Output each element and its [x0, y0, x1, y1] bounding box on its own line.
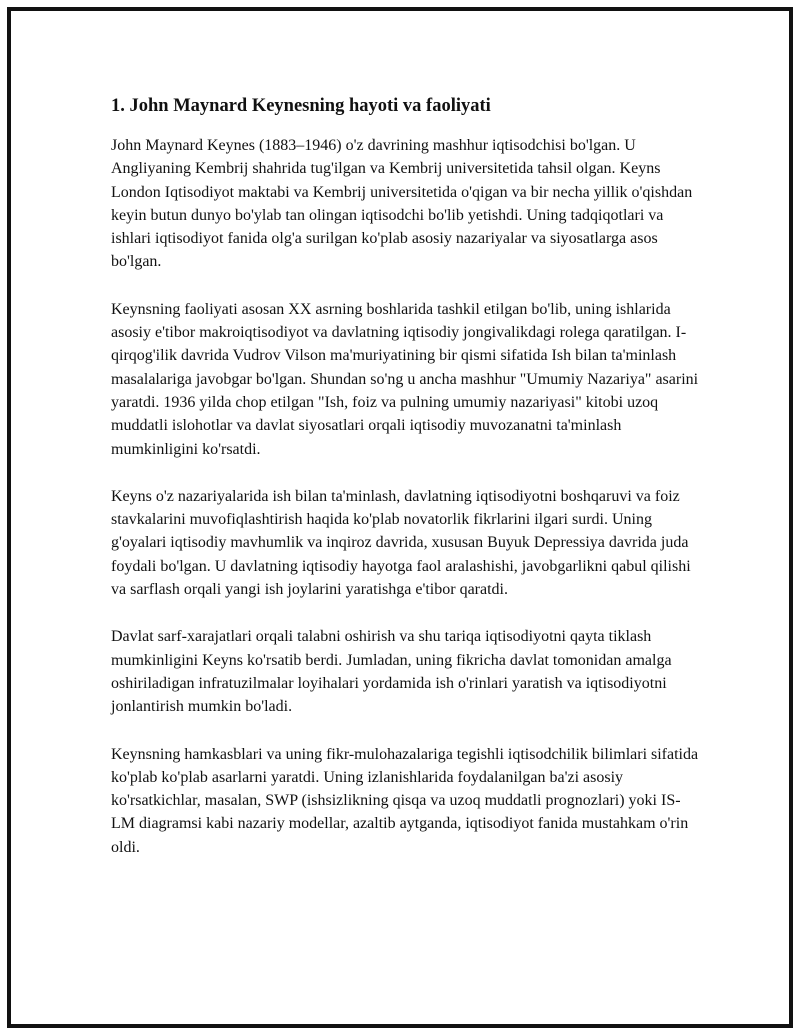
paragraph-5: Keynsning hamkasblari va uning fikr-mulohazalariga tegishli iqtisodchilik bilimlari sifatida ko'plab ko'plab asarlarni yaratdi. Uning izlanishlarida foydalanilgan ba'zi asosiy ko'rsatkichlar, masalan, SWP (ishsizlikning qisqa va uzoq muddatli prognozlari) yoki IS-LM diagramsi kabi nazariy modellar, azaltib aytganda, iqtisodiyot fanida mustahkam o'rin oldi.: [111, 745, 699, 856]
section-heading: 1. John Maynard Keynesning hayoti va faoliyati: [111, 96, 491, 116]
paragraph-2: Keynsning faoliyati asosan XX asrning boshlarida tashkil etilgan bo'lib, uning ishlarida asosiy e'tibor makroiqtisodiyot va davlatning iqtisodiy jongivalikdagi rolega qaratilgan. I-qirqog'ilik davrida Vudrov Vilson ma'muriyatining bir qismi sifatida Ish bilan ta'minlash masalalariga javobgar bo'lgan. Shundan so'ng u ancha mashhur "Umumiy Nazariya" asarini yaratdi. 1936 yilda chop etilgan "Ish, foiz va pulning umumiy nazariyasi" kitobi uzoq muddatli islohotlar va davlat siyosatlari orqali iqtisodiy muvozanatni ta'minlash mumkinligini ko'rsatdi.: [111, 300, 699, 458]
paragraph-4: Davlat sarf-xarajatlari orqali talabni oshirish va shu tariqa iqtisodiyotni qayta tiklash mumkinligini Keyns ko'rsatib berdi. Jumladan, uning fikricha davlat tomonidan amalga oshiriladigan infratuzilmalar loyihalari yordamida ish o'rinlari yaratish va iqtisodiyotni jonlantirish mumkin bo'ladi.: [111, 628, 672, 716]
paragraph-3: Keyns o'z nazariyalarida ish bilan ta'minlash, davlatning iqtisodiyotni boshqaruvi va foiz stavkalarini muvofiqlashtirish haqida ko'plab novatorlik fikrlarini ilgari surdi. Uning g'oyalari iqtisodiy mavhumlik va inqiroz davrida, xususan Buyuk Depressiya davrida juda foydali bo'lgan. U davlatning iqtisodiy hayotga faol aralashishi, javobgarlikni qabul qilishi va sarflash orqali yangi ish joylarini yaratishga e'tibor qaratdi.: [111, 487, 691, 599]
document-body: [111, 92, 701, 883]
paragraph-1: John Maynard Keynes (1883–1946) o'z davrining mashhur iqtisodchisi bo'lgan. U Angliyaning Kembrij shahrida tug'ilgan va Kembrij universitetida tahsil olgan. Keyns London Iqtisodiyot maktabi va Kembrij universitetida o'qigan va bir necha yillik o'qishdan keyin butun dunyo bo'ylab tan olingan iqtisodchi bo'lib yetishdi. Uning tadqiqotlari va ishlari iqtisodiyot fanida olg'a surilgan ko'plab asosiy nazariyalar va siyosatlarga asos bo'lgan.: [111, 137, 693, 271]
